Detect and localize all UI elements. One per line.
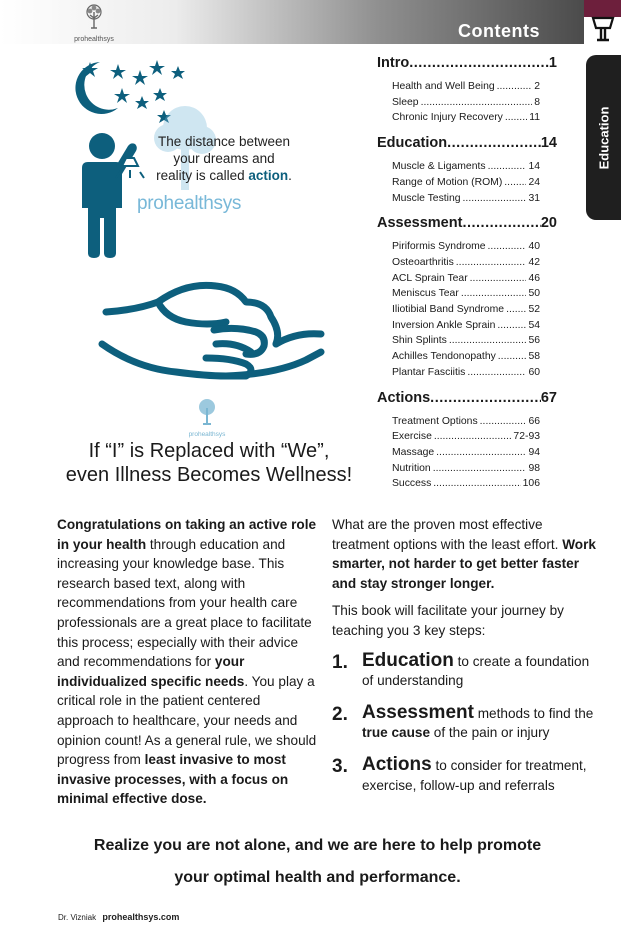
list-item: 3. Actions to consider for treatment, exercise, follow-up and referrals xyxy=(332,753,587,793)
steps-list xyxy=(332,651,602,796)
toc-item[interactable]: Iliotibial Band Syndrome ..... 52 xyxy=(392,302,540,318)
brand-logo xyxy=(64,4,124,42)
person-figure-icon xyxy=(82,133,137,258)
toc-item[interactable]: Success ..... 106 xyxy=(392,476,540,492)
brand-logo-small: prohealthsys xyxy=(188,398,226,438)
toc-item[interactable]: Piriformis Syndrome ..... 40 xyxy=(392,239,540,255)
website-link[interactable]: prohealthsys.com xyxy=(102,912,180,922)
list-item: 2. Assessment methods to find the true cause of the pain or injury xyxy=(332,701,594,741)
tree-logo-icon xyxy=(83,4,105,30)
tree-logo-icon xyxy=(195,398,219,426)
toc-item[interactable]: Muscle & Ligaments ..... 14 xyxy=(392,159,540,175)
brand-watermark: prohealthsys xyxy=(137,193,242,214)
toc-item[interactable]: Chronic Injury Recovery ..... 11 xyxy=(392,110,540,126)
page-title: Contents xyxy=(458,21,540,41)
toc-item[interactable]: Sleep ..... 8 xyxy=(392,95,540,111)
table-of-contents xyxy=(377,52,557,498)
toc-heading[interactable]: Actions ..... 67 xyxy=(377,387,557,409)
toc-item[interactable]: Achilles Tendonopathy ..... 58 xyxy=(392,349,540,365)
toc-item[interactable]: ACL Sprain Tear ..... 46 xyxy=(392,271,540,287)
toc-item[interactable]: Nutrition ..... 98 xyxy=(392,461,540,477)
key-steps-column xyxy=(332,515,602,807)
toc-section-education xyxy=(377,132,557,206)
author-name: Dr. Vizniak xyxy=(58,913,97,922)
toc-item[interactable]: Massage ..... 94 xyxy=(392,445,540,461)
moon-icon xyxy=(75,62,118,114)
quote-text: The distance between your dreams and reality is called action. xyxy=(156,134,292,183)
toc-item[interactable]: Inversion Ankle Sprain ..... 54 xyxy=(392,318,540,334)
section-tab-education[interactable] xyxy=(586,55,621,220)
toc-heading[interactable]: Education ..... 14 xyxy=(377,132,557,154)
journey-paragraph: This book will facilitate your journey by teaching you 3 key steps: xyxy=(332,603,564,638)
toc-item[interactable]: Meniscus Tear ..... 50 xyxy=(392,286,540,302)
toc-item[interactable]: Treatment Options ..... 66 xyxy=(392,414,540,430)
closing-statement: Realize you are not alone, and we are here to help promote your optimal health and performance. xyxy=(93,837,542,886)
toc-heading[interactable]: Assessment ..... 20 xyxy=(377,212,557,234)
toc-item[interactable]: Muscle Testing ..... 31 xyxy=(392,191,540,207)
toc-item[interactable]: Shin Splints ..... 56 xyxy=(392,333,540,349)
slogan: If “I” is Replaced with “We”, even Illness Becomes Wellness! xyxy=(65,440,353,486)
holding-hands-illustration xyxy=(96,272,326,392)
intro-paragraph: Congratulations on taking an active role in your health through education and increasing your knowledge base. This research based text, along with recommendations from your health care professionals are a great place to facilitate this process; especially with their advice and recommendations for your individualized specific needs. You play a critical role in the patient centered approach to healthcare, your needs and opinion count! As a general rule, we should progress from least invasive to most invasive processes, with a focus on minimal effective dose. xyxy=(57,517,317,807)
toc-item[interactable]: Range of Motion (ROM) ..... 24 xyxy=(392,175,540,191)
question-paragraph: What are the proven most effective treatment options with the least effort. Work smarter, not harder to get better faster and stay stronger longer. xyxy=(332,517,596,591)
toc-item[interactable]: Plantar Fasciitis ..... 60 xyxy=(392,365,540,381)
logo-text: prohealthsys xyxy=(74,36,114,43)
header-bar xyxy=(0,0,584,44)
toc-section-actions xyxy=(377,387,557,493)
list-item: 1. Education to create a foundation of understanding xyxy=(332,649,590,689)
section-tab-label: Education xyxy=(596,106,611,169)
toc-section-intro xyxy=(377,52,557,126)
toc-item[interactable]: Osteoarthritis ..... 42 xyxy=(392,255,540,271)
toc-item[interactable]: Exercise ..... 72-93 xyxy=(392,429,540,445)
corner-badge xyxy=(584,0,621,46)
toc-item[interactable]: Health and Well Being ..... 2 xyxy=(392,79,540,95)
toc-heading[interactable]: Intro ..... 1 xyxy=(377,52,557,74)
person-icon xyxy=(590,14,616,44)
toc-section-assessment xyxy=(377,212,557,380)
page-footer xyxy=(58,912,179,922)
